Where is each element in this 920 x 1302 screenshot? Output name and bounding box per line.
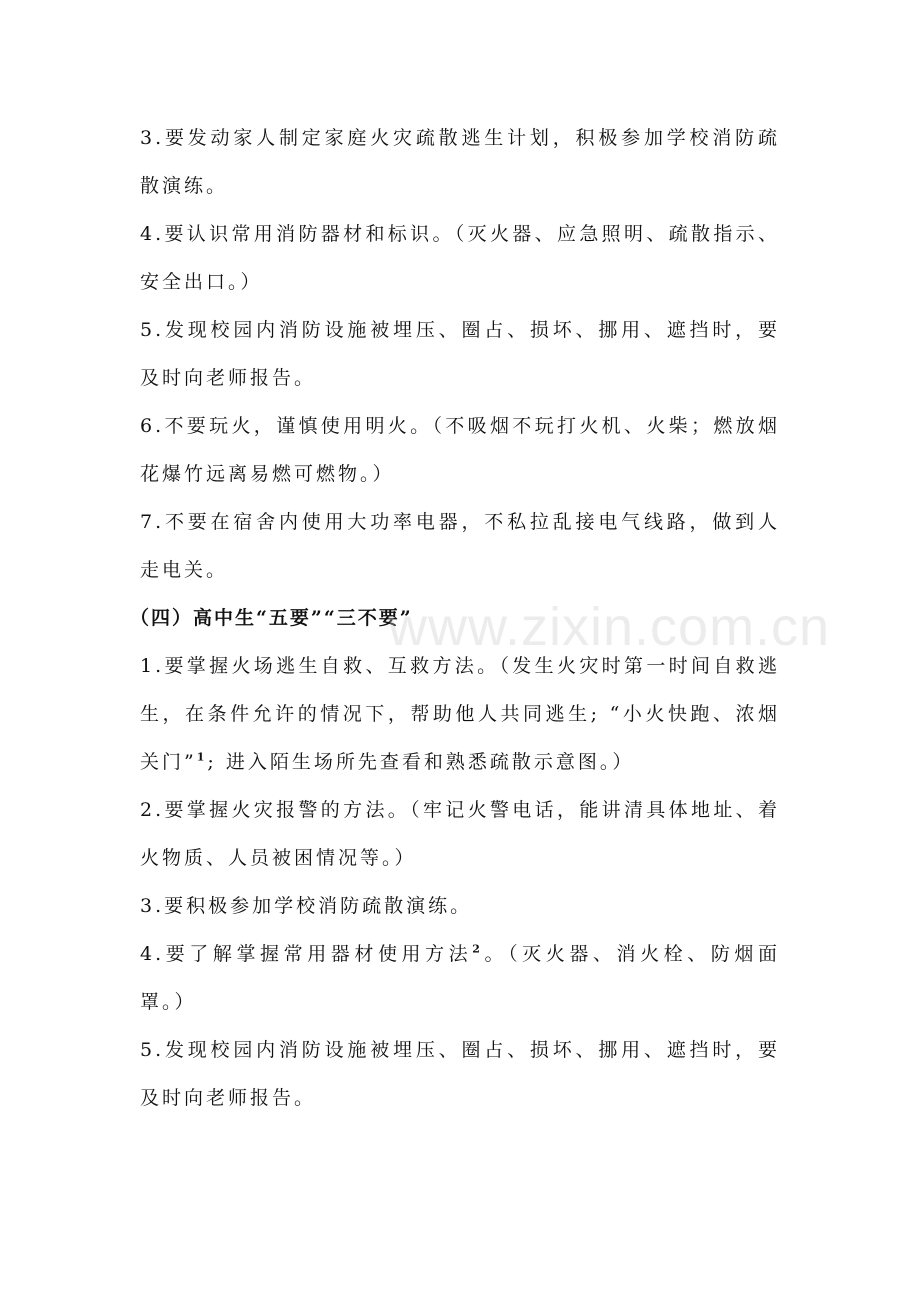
footnote-marker-1: 1 <box>196 750 208 764</box>
paragraph-6-no-playing-fire: 6.不要玩火，谨慎使用明火。（不吸烟不玩打火机、火柴；燃放烟花爆竹远离易燃可燃物。） <box>140 415 780 485</box>
item-4-text-a: 4.要了解掌握常用器材使用方法 <box>140 943 473 965</box>
item-1-text-a: 1.要掌握火场逃生自救、互救方法。（发生火灾时第一时间自救逃生，在条件允许的情况下，帮助他人共同逃生; “小火快跑、浓烟关门” <box>140 655 780 773</box>
item-1-text-b: ; 进入陌生场所先查看和熟悉疏散示意图。） <box>207 751 635 773</box>
section-heading: （四）高中生“五要”“三不要” <box>130 607 413 629</box>
item-4-equipment-usage <box>140 930 780 1026</box>
paragraph-5-report-facilities: 5.发现校园内消防设施被埋压、圈占、损坏、挪用、遮挡时，要及时向老师报告。 <box>140 319 780 389</box>
item-4-text-b: 。（灭火器、消火栓、防烟面罩。） <box>140 943 780 1013</box>
item-2-fire-alarm: 2.要掌握火灾报警的方法。（牢记火警电话，能讲清具体地址、着火物质、人员被困情况等。） <box>140 799 780 869</box>
item-3-drills: 3.要积极参加学校消防疏散演练。 <box>140 895 473 917</box>
footnote-marker-2: 2 <box>472 942 483 956</box>
paragraph-3-evacuation-plan: 3.要发动家人制定家庭火灾疏散逃生计划，积极参加学校消防疏散演练。 <box>140 127 780 197</box>
item-5-report-facilities: 5.发现校园内消防设施被埋压、圈占、损坏、挪用、遮挡时，要及时向老师报告。 <box>140 1039 780 1109</box>
paragraph-7-dorm-electricity: 7.不要在宿舍内使用大功率电器，不私拉乱接电气线路，做到人走电关。 <box>140 511 780 581</box>
watermark: www.zixin.com.cn <box>388 597 831 657</box>
item-1-escape-methods <box>140 642 780 786</box>
paragraph-4-fire-equipment: 4.要认识常用消防器材和标识。（灭火器、应急照明、疏散指示、安全出口。） <box>140 223 780 293</box>
